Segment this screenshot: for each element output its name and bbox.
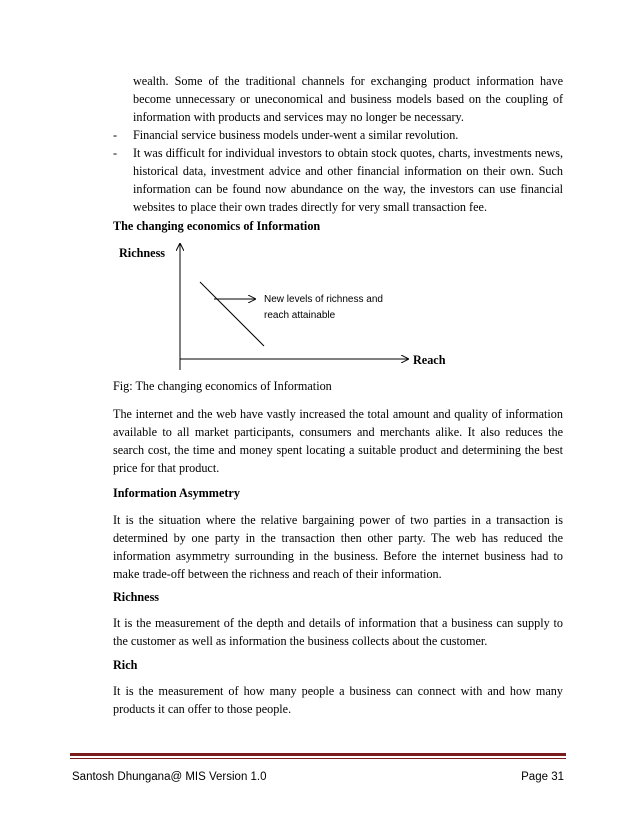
paragraph-rich: It is the measurement of how many people a business can connect with and how many products it can offer to those people. xyxy=(113,684,563,716)
annotation-line-1: New levels of richness and xyxy=(264,294,383,305)
annotation-line-2: reach attainable xyxy=(264,310,336,321)
heading-information-asymmetry: Information Asymmetry xyxy=(113,486,240,500)
footer-rule-thick xyxy=(70,753,566,756)
bullet-marker: - xyxy=(113,146,118,160)
tradeoff-line xyxy=(200,282,264,346)
bullet-item: Financial service business models under-went a similar revolution. xyxy=(133,128,459,142)
footer-rule-thin xyxy=(70,758,566,759)
paragraph-internet: The internet and the web have vastly increased the total amount and quality of information available to all market participants, consumers and merchants alike. It also reduces the search cost, the time and money spent locating a suitable product and determining the best price for that product. xyxy=(113,407,563,475)
paragraph-information-asymmetry: It is the situation where the relative bargaining power of two parties in a transaction is determined by one party in the transaction then other party. The web has reduced the information asymmetry surrounding in the business. Before the internet business had to make trade-off between the richness and reach of their information. xyxy=(113,513,563,581)
section-heading: The changing economics of Information xyxy=(113,219,321,233)
footer-author: Santosh Dhungana@ MIS Version 1.0 xyxy=(72,771,267,783)
heading-richness: Richness xyxy=(113,590,160,604)
heading-rich: Rich xyxy=(113,658,138,672)
footer-page-number: Page 31 xyxy=(521,771,564,783)
y-axis-label: Richness xyxy=(119,246,166,260)
x-axis-label: Reach xyxy=(413,353,446,367)
bullet-item: It was difficult for individual investors to obtain stock quotes, charts, investments news, historical data, investment advice and other financial information on their own. Such information can be found now abundance on the way, the investors can use financial websites to place their own trades directly for very small transaction fee. xyxy=(133,146,563,214)
paragraph-richness: It is the measurement of the depth and details of information that a business can supply to the customer as well as information the business collects about the customer. xyxy=(113,616,563,648)
intro-paragraph: wealth. Some of the traditional channels for exchanging product information have become unnecessary or uneconomical and business models based on the coupling of information with products and services may no longer be necessary. xyxy=(133,74,563,124)
figure-caption: Fig: The changing economics of Information xyxy=(113,379,332,393)
bullet-marker: - xyxy=(113,128,118,142)
